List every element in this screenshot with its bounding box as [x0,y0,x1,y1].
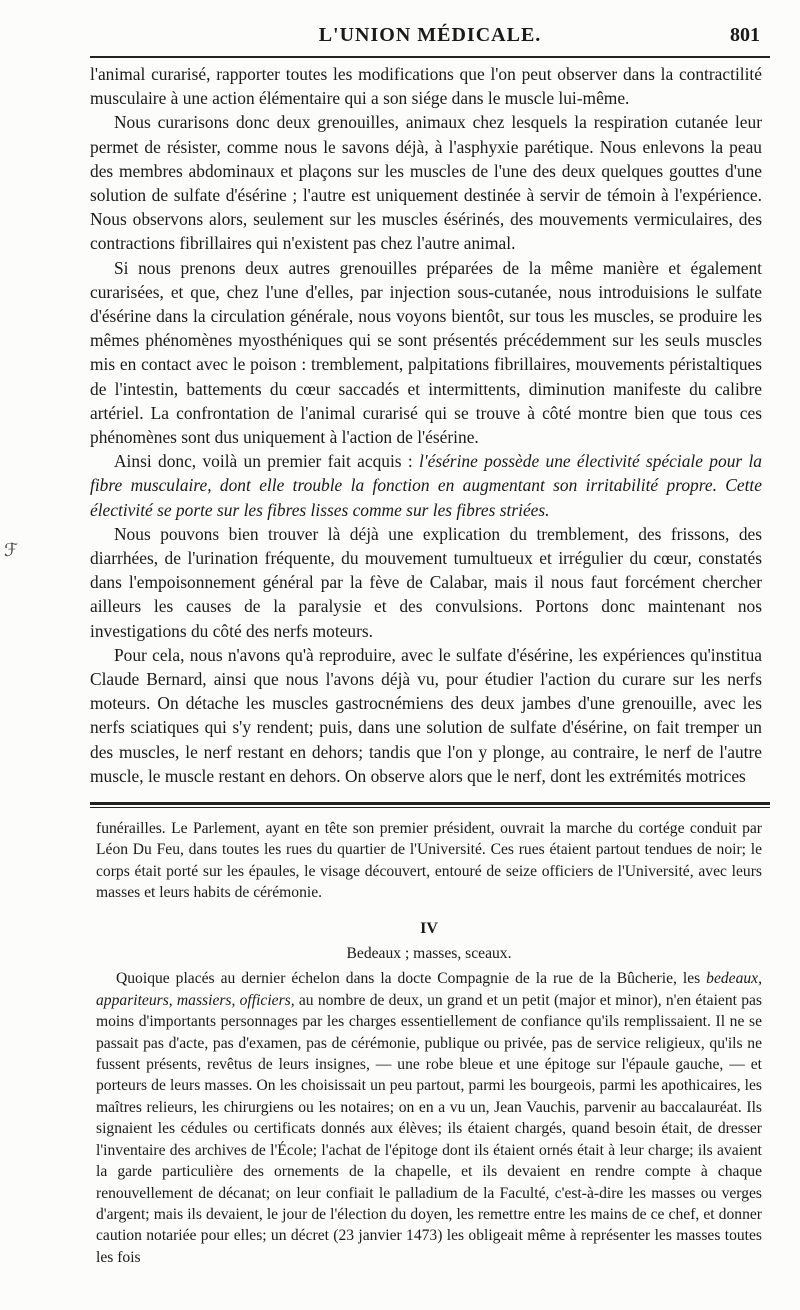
feuilleton-rule-thick [90,802,770,805]
feuilleton-paragraph-1: funérailles. Le Parlement, ayant en tête son premier président, ouvrait la marche du cortége conduit par Léon Du Feu, dans toutes les rues du quartier de l'Université. Ces rues étaient partout tendues de noir; le corps était porté sur les épaules, le visage découvert, entouré de seize officiers de l'Université, avec leurs masses et leurs habits de cérémonie. [96,820,762,902]
header-rule [90,56,770,58]
paragraph-6: Pour cela, nous n'avons qu'à reproduire, avec le sulfate d'ésérine, les expériences qu'institua Claude Bernard, ainsi que nous l'avons déjà vu, pour étudier l'action du curare sur les nerfs moteurs. On détache les muscles gastrocnémiens des deux jambes d'une grenouille, avec les nerfs sciatiques qui s'y rendent; puis, dans une solution de sulfate d'ésérine, on fait tremper un des muscles, le nerf restant en dehors; tandis que l'on y plonge, au contraire, le nerf de l'autre muscle, le muscle restant en dehors. On observe alors que le nerf, dont les extrémités motrices [90,644,762,786]
feuilleton-paragraph-2-italic: bedeaux, appariteurs, massiers, officiers, [96,970,762,1009]
margin-mark: ℱ [4,540,19,560]
paragraph-3: Si nous prenons deux autres grenouilles préparées de la même manière et également curarisées, et que, chez l'une d'elles, par injection sous-cutanée, nous introduisions le sulfate d'ésérine dans la circulation générale, nous voyons bientôt, sur tous les muscles, se produire les mêmes phénomènes myosthéniques qui se sont présentés précédemment sur les seuls muscles mis en contact avec le poison : tremblement, palpitations fibrillaires, mouvements péristaltiques de l'intestin, battements du cœur saccadés et intermittents, diminution manifeste du calibre artériel. La confrontation de l'animal curarisé qui se trouve à côté montre bien que tous ces phénomènes sont dus uniquement à l'action de l'ésérine. [90,257,762,448]
feuilleton-paragraph-2-a: Quoique placés au dernier échelon dans la docte Compagnie de la rue de la Bûcherie, les [116,970,707,988]
feuilleton-paragraph-2-b: au nombre de deux, un grand et un petit (major et minor), n'en étaient pas moins d'importants personnages par les charges essentiellement de confiance qu'ils remplissaient. Il ne se passait pas d'acte, pas d'examen, pas de cérémonie, publique ou privée, pas de service religieux, qu'ils ne fussent présents, revêtus de leurs insignes, — une robe bleue et une épitoge sur l'épaule gauche, — et porteurs de leurs masses. On les choisissait un peu partout, parmi les bourgeois, parmi les apothicaires, les maîtres relieurs, les chirurgiens ou les notaires; on en a vu un, Jean Vauchis, parvenir au baccalauréat. Ils signaient les cédules ou certificats donnés aux élèves; ils étaient chargés, quand besoin était, de dresser l'inventaire des archives de l'École; l'achat de l'épitoge dont ils étaient ornés était à leur charge; ils avaient la garde particulière des ornements de la chapelle, et ils devaient en rendre compte à chaque renouvellement de décanat; on leur confiait le palladium de la Faculté, c'est-à-dire les masses ou verges d'argent; mais ils devaient, le jour de l'élection du doyen, les remettre entre les mains de ce chef, et donner caution notariée pour elles; un décret (23 janvier 1473) les obligeait même à représenter les masses toutes les fois [96,991,762,1266]
main-text [90,62,762,788]
feuilleton-paragraph-2 [96,968,762,1268]
journal-title: L'UNION MÉDICALE. [318,24,542,46]
paragraph-4 [90,449,762,522]
paragraph-2: Nous curarisons donc deux grenouilles, animaux chez lesquels la respiration cutanée leur permet de résister, comme nous le savons déjà, à l'asphyxie parétique. Nous enlevons la peau des membres abdominaux et plaçons sur les muscles de l'une des deux quelques gouttes d'une solution de sulfate d'ésérine ; l'autre est uniquement destinée à servir de témoin à l'expérience. Nous observons alors, seulement sur les muscles ésérinés, des mouvements vermiculaires, des contractions fibrillaires qui n'existent pas chez l'autre animal. [90,112,762,254]
paragraph-1: l'animal curarisé, rapporter toutes les modifications que l'on peut observer dans la contractilité musculaire à une action élémentaire qui a son siége dans le muscle lui-même. [90,64,762,109]
section-number: IV [420,919,438,937]
feuilleton-text [96,818,762,1268]
paragraph-4-lead: Ainsi donc, voilà un premier fait acquis : [114,451,420,472]
feuilleton-rule-thin [90,807,770,808]
section-title: Bedeaux ; masses, sceaux. [346,945,512,963]
running-header [90,22,770,52]
page-number: 801 [730,24,760,46]
paragraph-5: Nous pouvons bien trouver là déjà une explication du tremblement, des frissons, des diarrhées, de l'urination fréquente, du mouvement tumultueux et irrégulier du cœur, constatés dans l'empoisonnement général par la fève de Calabar, mais il nous faut forcément chercher ailleurs les causes de la paralysie et des convulsions. Portons donc maintenant nos investigations du côté des nerfs moteurs. [90,523,762,641]
paragraph-4-italic: l'ésérine possède une électivité spéciale pour la fibre musculaire, dont elle trouble la fonction en augmentant son irritabilité propre. Cette électivité se porte sur les fibres lisses comme sur les fibres striées. [90,451,762,520]
